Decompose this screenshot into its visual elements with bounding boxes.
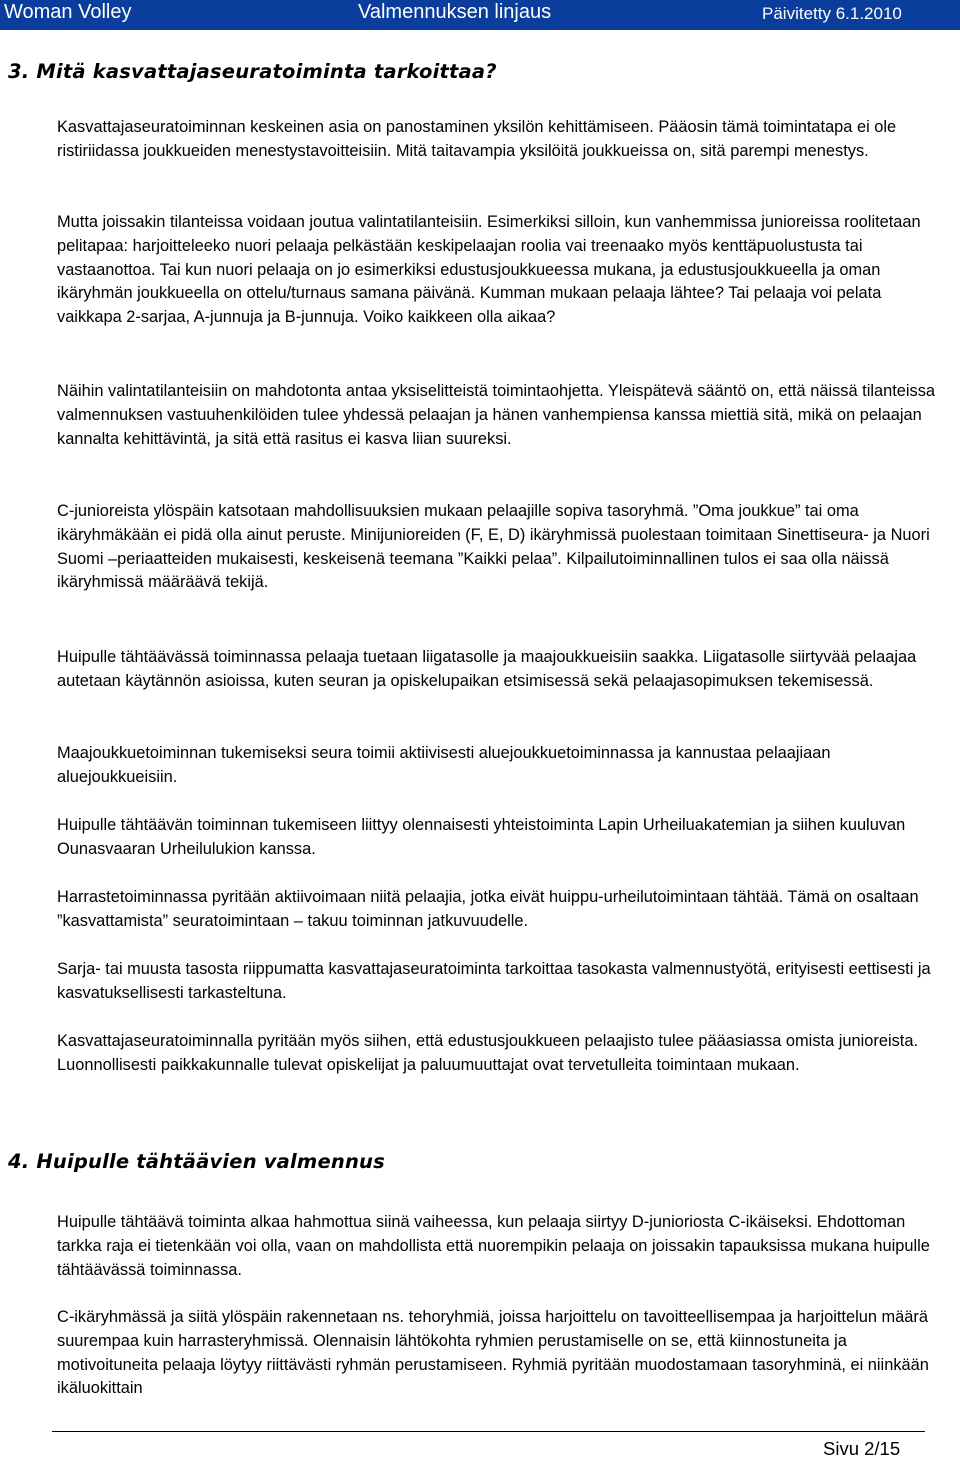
- header-updated-date: Päivitetty 6.1.2010: [762, 4, 902, 23]
- header-document-title: Valmennuksen linjaus: [358, 1, 552, 23]
- section-4-paragraph-2: C-ikäryhmässä ja siitä ylöspäin rakennetaan ns. tehoryhmiä, joissa harjoittelu on tavoitteellisempaa ja harjoittelun määrä suurempaa kuin harrasteryhmissä. Olennaisin lähtökohta ryhmien perustamiselle on se, että kiinnostuneita ja motivoituneita pelaaja löytyy riittävästi ryhmän perustamiseen. Ryhmiä pyritään muodostamaan tasoryhminä, ei niinkään ikäluokittain: [57, 1308, 929, 1398]
- section-4-paragraph-1: Huipulle tähtäävä toiminta alkaa hahmottua siinä vaiheessa, kun pelaaja siirtyy D-junioriosta C-ikäiseksi. Ehdottoman tarkka raja ei tietenkään voi olla, vaan on mahdollista että nuorempikin pelaaja on joissakin tapauksissa mukana huipulle tähtäävässä toiminnassa.: [57, 1213, 930, 1279]
- section-3-paragraph-7: Huipulle tähtäävän toiminnan tukemiseen liittyy olennaisesti yhteistoiminta Lapin Urheiluakatemian ja siihen kuuluvan Ounasvaaran Urheilulukion kanssa.: [57, 816, 906, 858]
- page-number: Sivu 2/15: [823, 1438, 901, 1459]
- section-3-paragraph-9: Sarja- tai muusta tasosta riippumatta kasvattajaseuratoiminta tarkoittaa tasokasta valmennustyötä, erityisesti eettisesti ja kasvatuksellisesti tarkasteltuna.: [57, 960, 931, 1002]
- section-3-paragraph-4: C-junioreista ylöspäin katsotaan mahdollisuuksien mukaan pelaajille sopiva tasoryhmä. ”Oma joukkue” tai oma ikäryhmäkään ei pidä olla ainut peruste. Minijunioreiden (F, E, D) ikäryhmissä puolestaan toimitaan Sinettiseura- ja Nuori Suomi –periaatteiden mukaisesti, keskeisenä teemana ”Kaikki pelaa”. Kilpailutoiminnallinen tulos ei saa olla näissä ikäryhmissä määräävä tekijä.: [57, 502, 930, 592]
- section-3-heading: 3. Mitä kasvattajaseuratoiminta tarkoittaa?: [8, 60, 497, 83]
- section-3-paragraph-1: Kasvattajaseuratoiminnan keskeinen asia on panostaminen yksilön kehittämiseen. Pääosin tämä toimintatapa ei ole ristiriidassa joukkueiden menestystavoitteisiin. Mitä taitavampia yksilöitä joukkueissa on, sitä parempi menestys.: [57, 118, 897, 160]
- section-3-paragraph-5: Huipulle tähtäävässä toiminnassa pelaaja tuetaan liigatasolle ja maajoukkueisiin saakka. Liigatasolle siirtyvää pelaajaa autetaan käytännön asioissa, kuten seuran ja opiskelupaikan etsimisessä sekä pelaajasopimuksen tekemisessä.: [57, 648, 917, 690]
- section-3-paragraph-8: Harrastetoiminnassa pyritään aktiivoimaan niitä pelaajia, jotka eivät huippu-urheilutoimintaan tähtää. Tämä on osaltaan ”kasvattamista” seuratoimintaan – takuu toiminnan jatkuvuudelle.: [57, 888, 919, 930]
- page-header: [0, 0, 960, 30]
- section-4-heading: 4. Huipulle tähtäävien valmennus: [8, 1150, 385, 1173]
- section-3-paragraph-2: Mutta joissakin tilanteissa voidaan joutua valintatilanteisiin. Esimerkiksi silloin, kun vanhemmissa junioreissa roolitetaan pelitapaa: harjoitteleeko nuori pelaaja pelkästään keskipelaajan roolia vai treenaako myös kenttäpuolustusta tai vastaanottoa. Tai kun nuori pelaaja on jo esimerkiksi edustusjoukkueessa mukana, ja edustusjoukkueella ja oman ikäryhmän joukkueella on ottelu/turnaus samana päivänä. Kumman mukaan pelaaja lähtee? Tai pelaaja voi pelata vaikkapa 2-sarjaa, A-junnuja ja B-junnuja. Voiko kaikkeen olla aikaa?: [57, 213, 921, 327]
- section-3-paragraph-6: Maajoukkuetoiminnan tukemiseksi seura toimii aktiivisesti aluejoukkuetoiminnassa ja kannustaa pelaajiaan aluejoukkueisiin.: [57, 744, 831, 786]
- footer-divider: [52, 1431, 925, 1432]
- section-3-paragraph-3: Näihin valintatilanteisiin on mahdotonta antaa yksiselitteistä toimintaohjetta. Yleispätevä sääntö on, että näissä tilanteissa valmennuksen vastuuhenkilöiden tulee yhdessä pelaajan ja hänen vanhempiensa kanssa miettiä sitä, mikä on pelaajan kannalta kehittävintä, ja sitä että rasitus ei kasva liian suureksi.: [57, 382, 936, 448]
- section-3-paragraph-10: Kasvattajaseuratoiminnalla pyritään myös siihen, että edustusjoukkueen pelaajisto tulee pääasiassa omista junioreista. Luonnollisesti paikkakunnalle tulevat opiskelijat ja paluumuuttajat ovat tervetulleita toimintaan mukaan.: [57, 1032, 919, 1074]
- header-organization: Woman Volley: [4, 1, 132, 23]
